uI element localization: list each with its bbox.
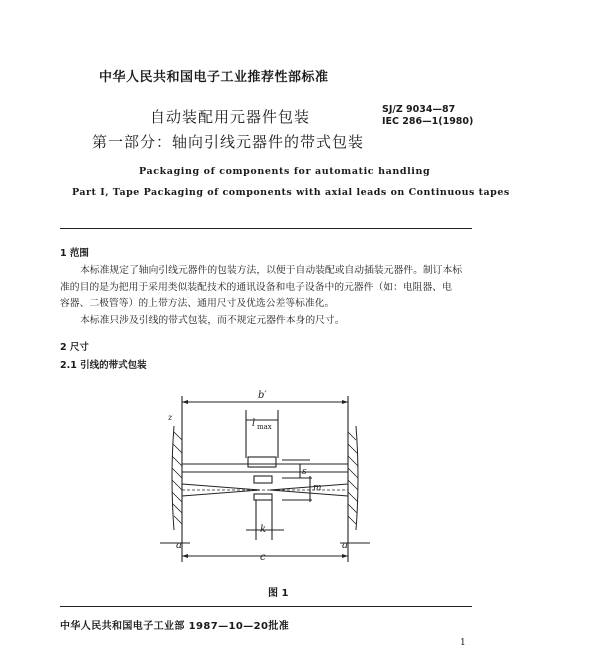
title-cn-line1: 自动装配用元器件包装 (150, 108, 311, 126)
top-divider (60, 228, 472, 229)
fig-label-m: m (313, 483, 322, 493)
title-en-line1: Packaging of components for automatic handling (139, 166, 431, 177)
page-number: 1 (460, 638, 466, 648)
fig-label-l: l (252, 418, 256, 429)
section-1-para2: 本标准只涉及引线的带式包装，而不规定元器件本身的尺寸。 (80, 315, 345, 326)
bottom-divider (60, 606, 472, 607)
fig-label-a-right: a (342, 540, 348, 551)
fig-label-b: b′ (258, 390, 267, 401)
figure-1-tape-diagram (160, 380, 370, 580)
title-cn-line2: 第一部分：轴向引线元器件的带式包装 (92, 133, 365, 151)
fig-label-k: k (260, 524, 267, 535)
fig-label-c: c (260, 552, 266, 563)
std-number: SJ/Z 9034—87 (382, 104, 456, 115)
standard-number-block (382, 104, 473, 128)
section-1-heading: 1 范围 (60, 248, 89, 259)
title-en-line2: Part I, Tape Packaging of components with axial leads on Continuous tapes (72, 187, 510, 198)
approval-footer: 中华人民共和国电子工业部 1987—10—20批准 (60, 621, 290, 632)
section-1-para1-line3: 容器、二极管等）的上带方法、通用尺寸及优选公差等标准化。 (60, 298, 335, 309)
fig-label-a-left: a (176, 540, 182, 551)
iec-number: IEC 286—1(1980) (382, 116, 474, 127)
section-2-heading: 2 尺寸 (60, 342, 89, 353)
figure-caption: 图 1 (268, 588, 289, 599)
section-1-para1-line1: 本标准规定了轴向引线元器件的包装方法，以便于自动装配或自动插装元器件。制订本标 (80, 265, 463, 276)
fig-label-lmax-sub: max (257, 423, 272, 431)
org-standard-header: 中华人民共和国电子工业推荐性部标准 (99, 70, 329, 85)
fig-label-z: z (168, 413, 173, 422)
section-2-1-heading: 2.1 引线的带式包装 (60, 360, 147, 371)
fig-label-s: s (302, 467, 307, 477)
section-1-para1-line2: 准的目的是为把用于采用类似装配技术的通讯设备和电子设备中的元器件（如：电阻器、电 (60, 282, 452, 293)
